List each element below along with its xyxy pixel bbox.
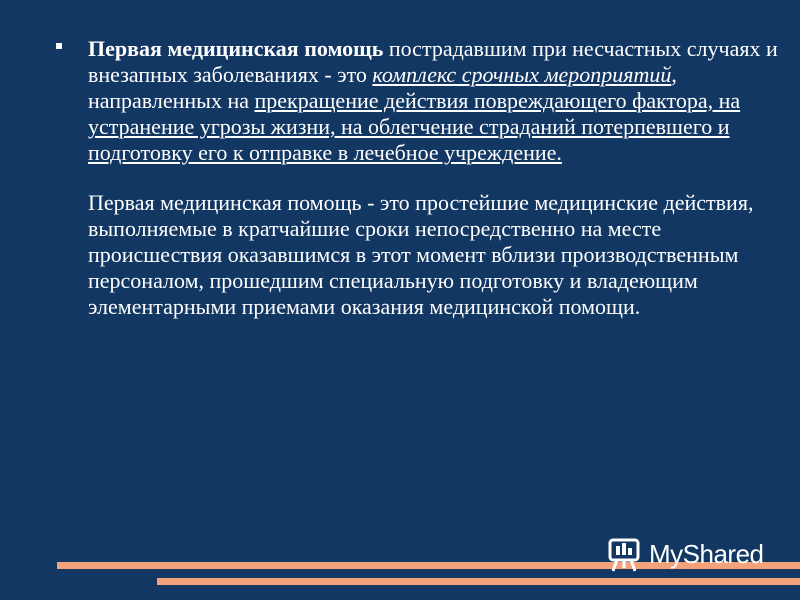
paragraph-definition: [88, 36, 778, 166]
bold-lead: Первая медицинская помощь: [88, 36, 384, 61]
accent-bar-bottom: [157, 578, 800, 585]
italic-underlined-text: комплекс срочных мероприятий: [372, 62, 672, 87]
underlined-tail-text: прекращение действия повреждающего фактора, на устранение угрозы жизни, на облегчение страданий потерпевшего и подготовку его к отправке в лечебное учреждение.: [88, 88, 741, 165]
presentation-icon: [607, 534, 643, 574]
watermark-text: MyShared: [649, 538, 764, 569]
watermark-logo: [607, 534, 777, 574]
bullet-marker: [56, 43, 62, 49]
text-after-italic: , направленных на: [88, 62, 677, 113]
paragraph-description: Первая медицинская помощь - это простейшие медицинские действия, выполняемые в кратчайшие сроки непосредственно на месте происшествия оказавшимся в этот момент вблизи производственным персоналом, прошедшим специальную подготовку и владеющим элементарными приемами оказания медицинской помощи.: [88, 190, 754, 319]
text-after-bold: пострадавшим при несчастных случаях и внезапных заболеваниях - это: [88, 36, 778, 87]
slide-content: [88, 36, 778, 320]
